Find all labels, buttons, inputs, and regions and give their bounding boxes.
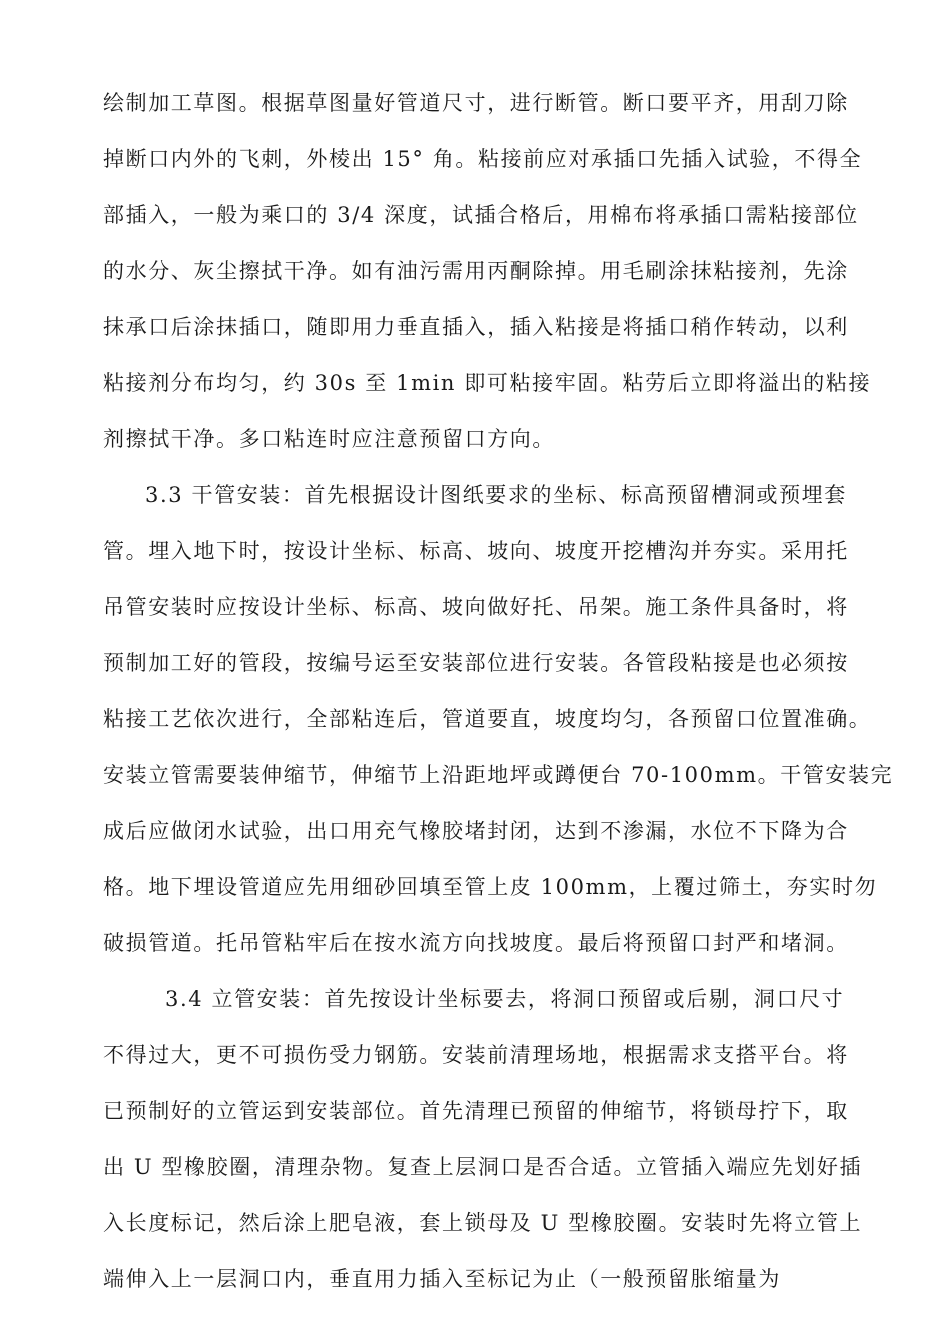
text-line: 出 U 型橡胶圈，清理杂物。复查上层洞口是否合适。立管插入端应先划好插 xyxy=(103,1155,863,1179)
section-3-4-heading-line: 3.4 立管安装：首先按设计坐标要去，将洞口预留或后剔，洞口尺寸 xyxy=(165,987,845,1011)
text-line: 安装立管需要装伸缩节，伸缩节上沿距地坪或蹲便台 70-100mm。干管安装完 xyxy=(103,763,894,787)
text-line: 绘制加工草图。根据草图量好管道尺寸，进行断管。断口要平齐，用刮刀除 xyxy=(103,91,849,115)
text-line: 的水分、灰尘擦拭干净。如有油污需用丙酮除掉。用毛刷涂抹粘接剂，先涂 xyxy=(103,259,849,283)
text-line: 剂擦拭干净。多口粘连时应注意预留口方向。 xyxy=(103,427,555,451)
text-line: 已预制好的立管运到安装部位。首先清理已预留的伸缩节，将锁母拧下，取 xyxy=(103,1099,849,1123)
text-line: 成后应做闭水试验，出口用充气橡胶堵封闭，达到不渗漏，水位不下降为合 xyxy=(103,819,849,843)
text-line: 不得过大，更不可损伤受力钢筋。安装前清理场地，根据需求支搭平台。将 xyxy=(103,1043,849,1067)
text-line: 部插入，一般为乘口的 3/4 深度，试插合格后，用棉布将承插口需粘接部位 xyxy=(103,203,859,227)
text-line: 预制加工好的管段，按编号运至安装部位进行安装。各管段粘接是也必须按 xyxy=(103,651,849,675)
text-line: 吊管安装时应按设计坐标、标高、坡向做好托、吊架。施工条件具备时，将 xyxy=(103,595,849,619)
text-line: 掉断口内外的飞刺，外棱出 15° 角。粘接前应对承插口先插入试验，不得全 xyxy=(103,147,863,171)
text-line: 格。地下埋设管道应先用细砂回填至管上皮 100mm，上覆过筛土，夯实时勿 xyxy=(103,875,878,899)
text-line: 破损管道。托吊管粘牢后在按水流方向找坡度。最后将预留口封严和堵洞。 xyxy=(103,931,849,955)
text-line: 管。埋入地下时，按设计坐标、标高、坡向、坡度开挖槽沟并夯实。采用托 xyxy=(103,539,849,563)
text-line: 抹承口后涂抹插口，随即用力垂直插入，插入粘接是将插口稍作转动，以利 xyxy=(103,315,849,339)
text-line: 入长度标记，然后涂上肥皂液，套上锁母及 U 型橡胶圈。安装时先将立管上 xyxy=(103,1211,863,1235)
text-line: 端伸入上一层洞口内，垂直用力插入至标记为止（一般预留胀缩量为 xyxy=(103,1267,781,1291)
section-3-3-heading-line: 3.3 干管安装：首先根据设计图纸要求的坐标、标高预留槽洞或预埋套 xyxy=(145,483,847,507)
text-line: 粘接工艺依次进行，全部粘连后，管道要直，坡度均匀，各预留口位置准确。 xyxy=(103,707,872,731)
text-line: 粘接剂分布均匀，约 30s 至 1min 即可粘接牢固。粘劳后立即将溢出的粘接 xyxy=(103,371,872,395)
